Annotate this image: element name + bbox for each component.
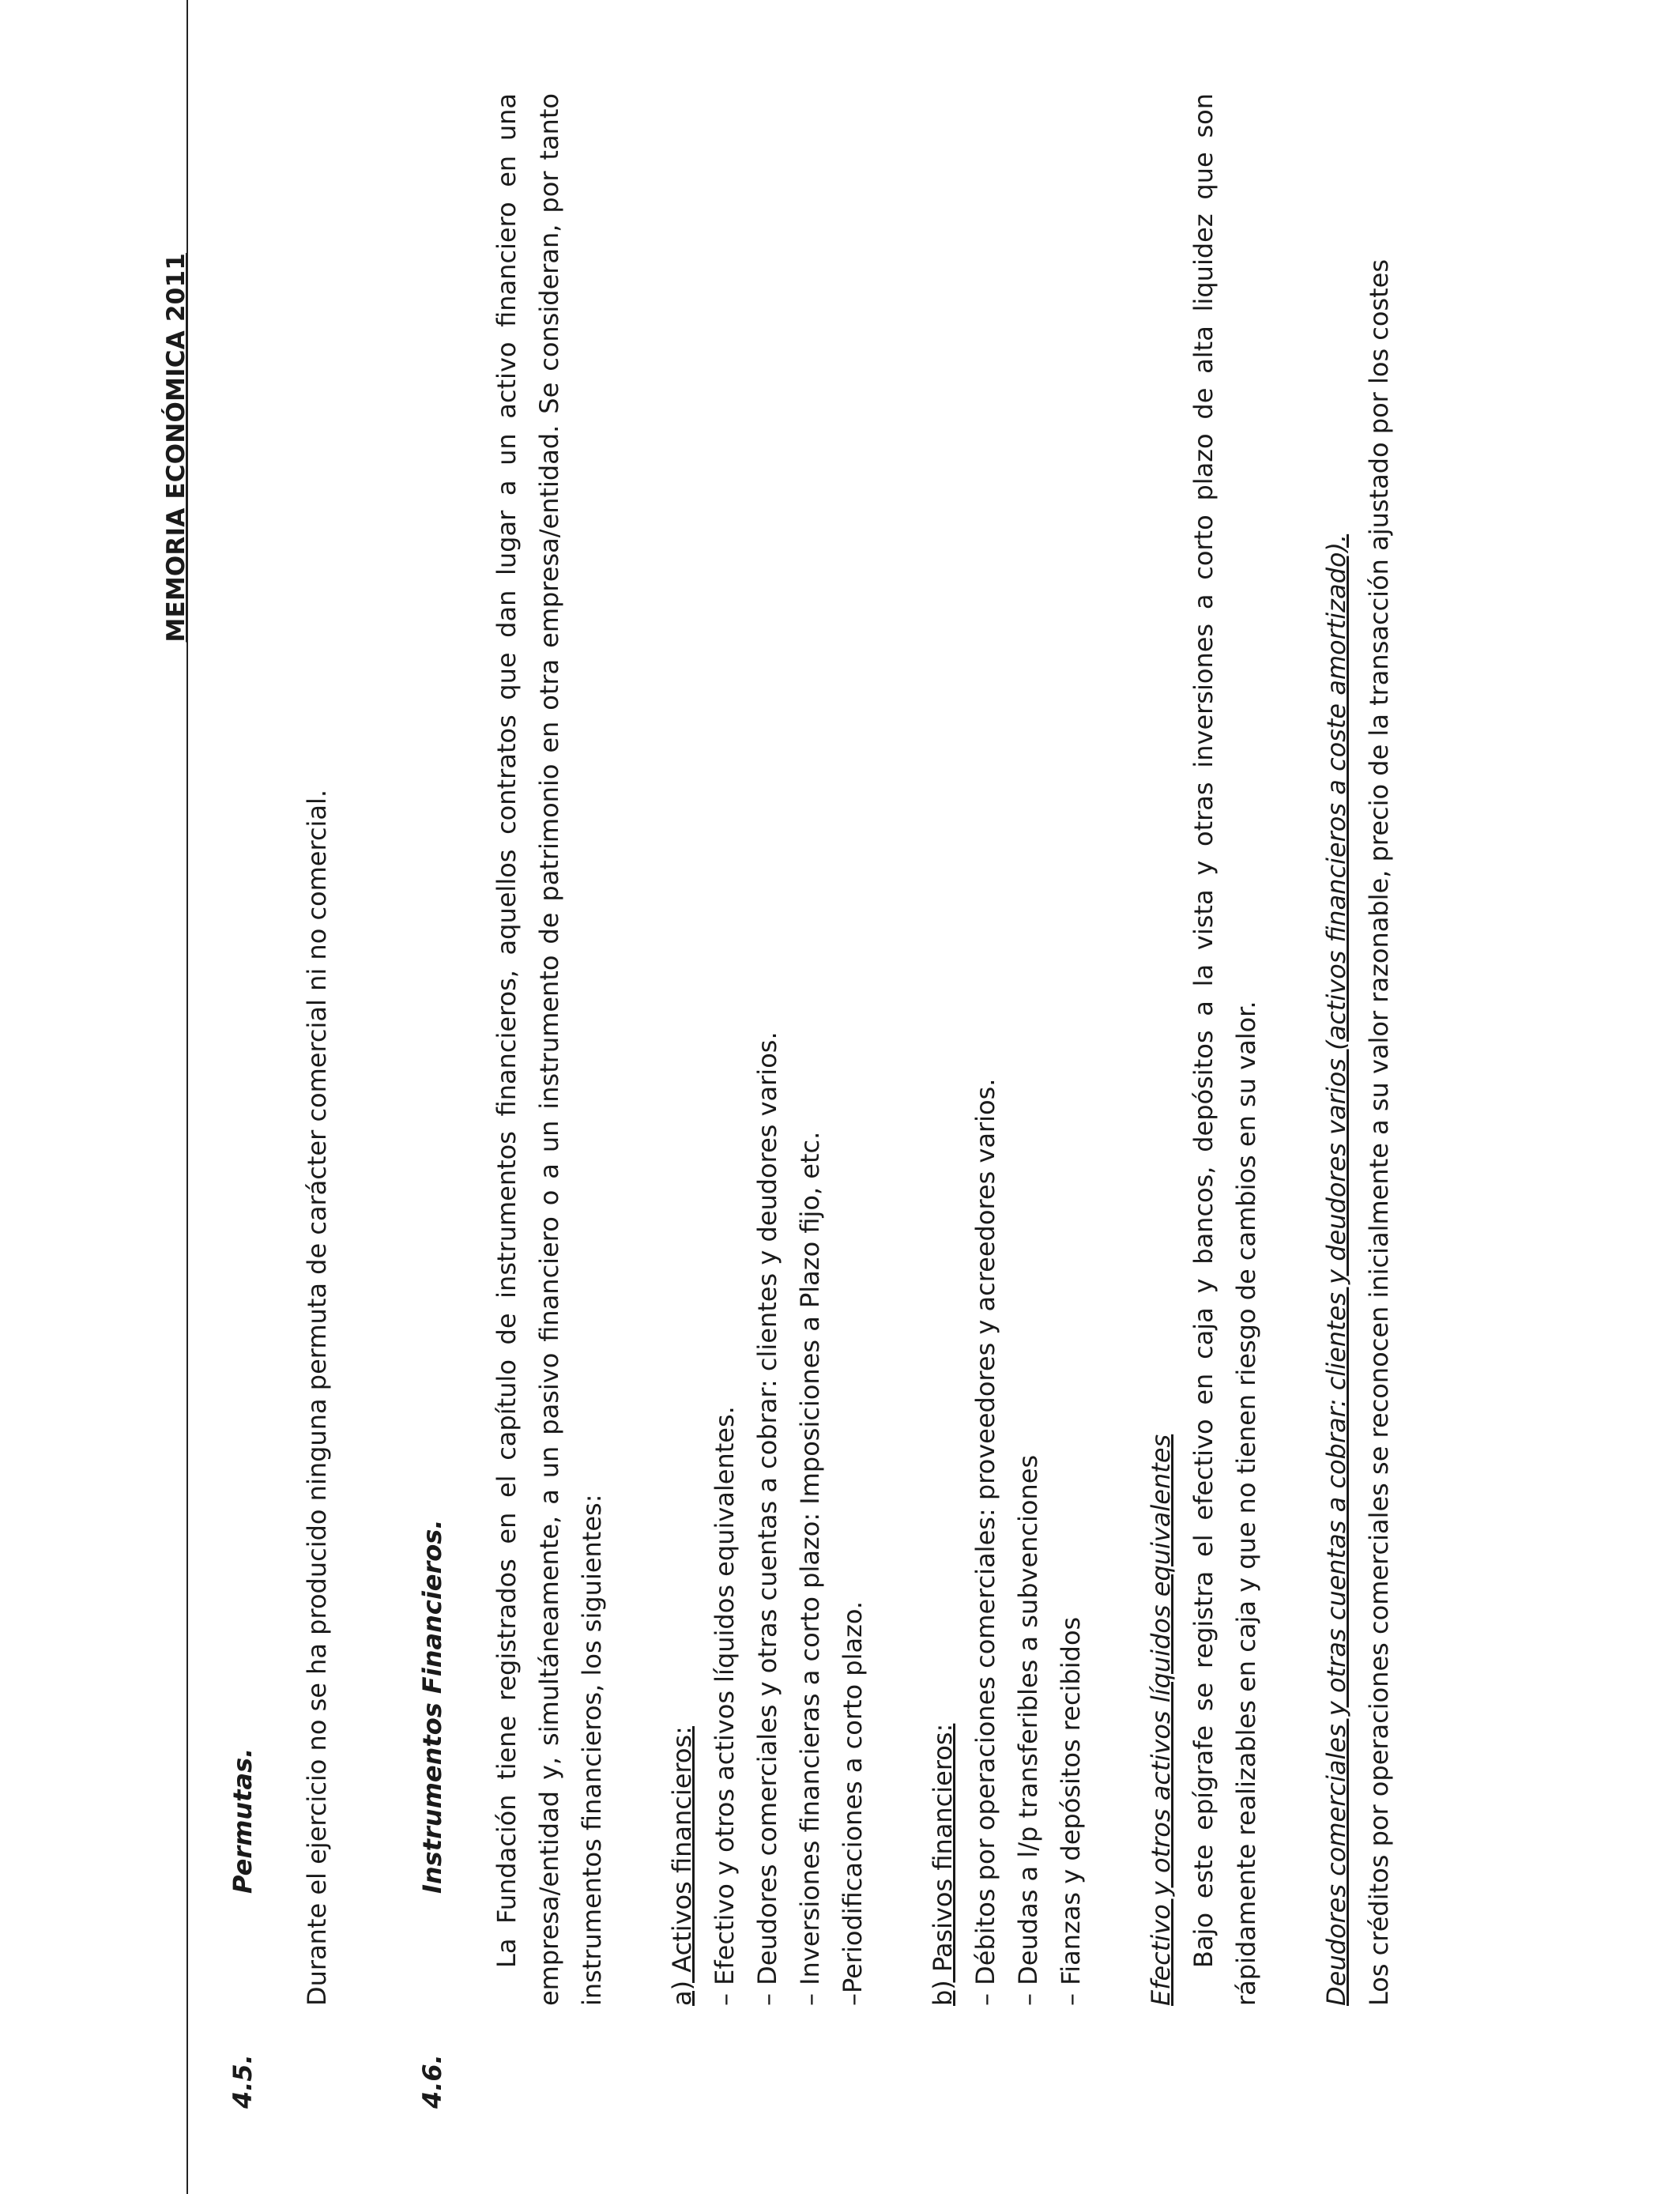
section-heading-permutas [221,93,264,2109]
section-heading-instrumentos [411,93,454,2109]
pasivos-block [921,93,1092,2109]
section-title: Instrumentos Financieros. [417,1519,447,1894]
deudores-heading: Deudores comerciales y otras cuentas a cobrar: clientes y deudores varios (activos financieros a coste amortizado). [1321,533,1351,2006]
list-item: – Deudas a l/p transferibles a subvenciones [1013,1454,1043,2006]
pasivos-heading: b) Pasivos financieros: [928,1723,958,2006]
list-item: – Fianzas y depósitos recibidos [1056,1616,1086,2006]
list-item: –Periodificaciones a corto plazo. [838,1600,868,2006]
efectivo-paragraph: Bajo este epígrafe se registra el efectivo en caja y bancos, depósitos a la vista y otras inversiones a corto plazo de alta liquidez que son rápidamente realizables en caja y que no tienen riesgo de cambios en su valor. [1188,93,1261,2006]
document-header-title: MEMORIA ECONÓMICA 2011 [162,253,190,643]
header-rule [186,0,188,2194]
section-title: Permutas. [228,1747,258,1894]
page-content [221,93,1400,2109]
deudores-paragraph: Los créditos por operaciones comerciales se reconocen inicialmente a su valor razonable, precio de la transacción ajustado por los costes [1364,258,1394,2006]
pasivos-list [964,93,1092,2006]
efectivo-heading: Efectivo y otros activos líquidos equivalentes [1146,1434,1176,2006]
list-item: – Débitos por operaciones comerciales: proveedores y acreedores varios. [970,1078,1000,2006]
section-number: 4.6. [417,2054,447,2109]
efectivo-block [1139,93,1268,2109]
activos-heading: a) Activos financieros: [667,1726,697,2006]
activos-block [661,93,874,2109]
section-number: 4.5. [228,2054,258,2109]
activos-list [703,93,874,2006]
list-item: – Efectivo y otros activos líquidos equivalentes. [710,1406,740,2006]
list-item: – Deudores comerciales y otras cuentas a cobrar: clientes y deudores varios. [752,1031,782,2006]
permutas-paragraph: Durante el ejercicio no se ha producido ninguna permuta de carácter comercial ni no comercial. [302,789,332,2006]
instrumentos-paragraph: La Fundación tiene registrados en el capítulo de instrumentos financieros, aquellos contratos que dan lugar a un activo financiero en una empresa/entidad y, simultáneamente, a un pasivo financiero o a un instrumento de patrimonio en otra empresa/entidad. Se consideran, por tanto instrumentos financieros, los siguientes: [492,93,607,2006]
list-item: – Inversiones financieras a corto plazo: Imposiciones a Plazo fijo, etc. [795,1131,825,2006]
deudores-block [1315,93,1400,2109]
